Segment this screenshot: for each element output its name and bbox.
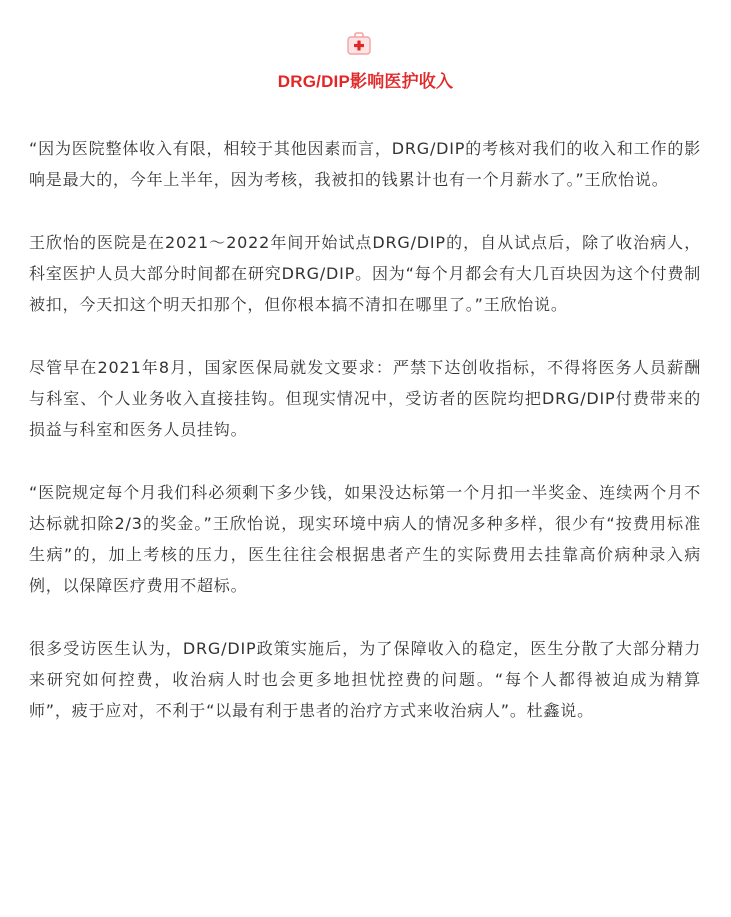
- paragraph: “因为医院整体收入有限，相较于其他因素而言，DRG/DIP的考核对我们的收入和工作的影响是最大的，今年上半年，因为考核，我被扣的钱累计也有一个月薪水了。”王欣怡说。: [29, 139, 701, 189]
- medical-kit-icon: [346, 31, 372, 57]
- paragraph: 很多受访医生认为，DRG/DIP政策实施后，为了保障收入的稳定，医生分散了大部分精力来研究如何控费，收治病人时也会更多地担忧控费的问题。“每个人都得被迫成为精算师”，疲于应对，不利于“以最有利于患者的治疗方式来收治病人”。杜鑫说。: [29, 639, 701, 720]
- paragraph: 王欣怡的医院是在2021～2022年间开始试点DRG/DIP的，自从试点后，除了收治病人，科室医护人员大部分时间都在研究DRG/DIP。因为“每个月都会有大几百块因为这个付费制被扣，今天扣这个明天扣那个，但你根本搞不清扣在哪里了。”王欣怡说。: [29, 233, 701, 314]
- section-header: [0, 0, 731, 100]
- section-title: DRG/DIP影响医护收入: [277, 72, 454, 91]
- paragraph: 尽管早在2021年8月，国家医保局就发文要求：严禁下达创收指标，不得将医务人员薪酬与科室、个人业务收入直接挂钩。但现实情况中，受访者的医院均把DRG/DIP付费带来的损益与科室和医务人员挂钩。: [29, 358, 701, 439]
- article-body: [29, 133, 701, 758]
- paragraph: “医院规定每个月我们科必须剩下多少钱，如果没达标第一个月扣一半奖金、连续两个月不达标就扣除2/3的奖金。”王欣怡说，现实环境中病人的情况多种多样，很少有“按费用标准生病”的，加上考核的压力，医生往往会根据患者产生的实际费用去挂靠高价病种录入病例，以保障医疗费用不超标。: [29, 483, 701, 595]
